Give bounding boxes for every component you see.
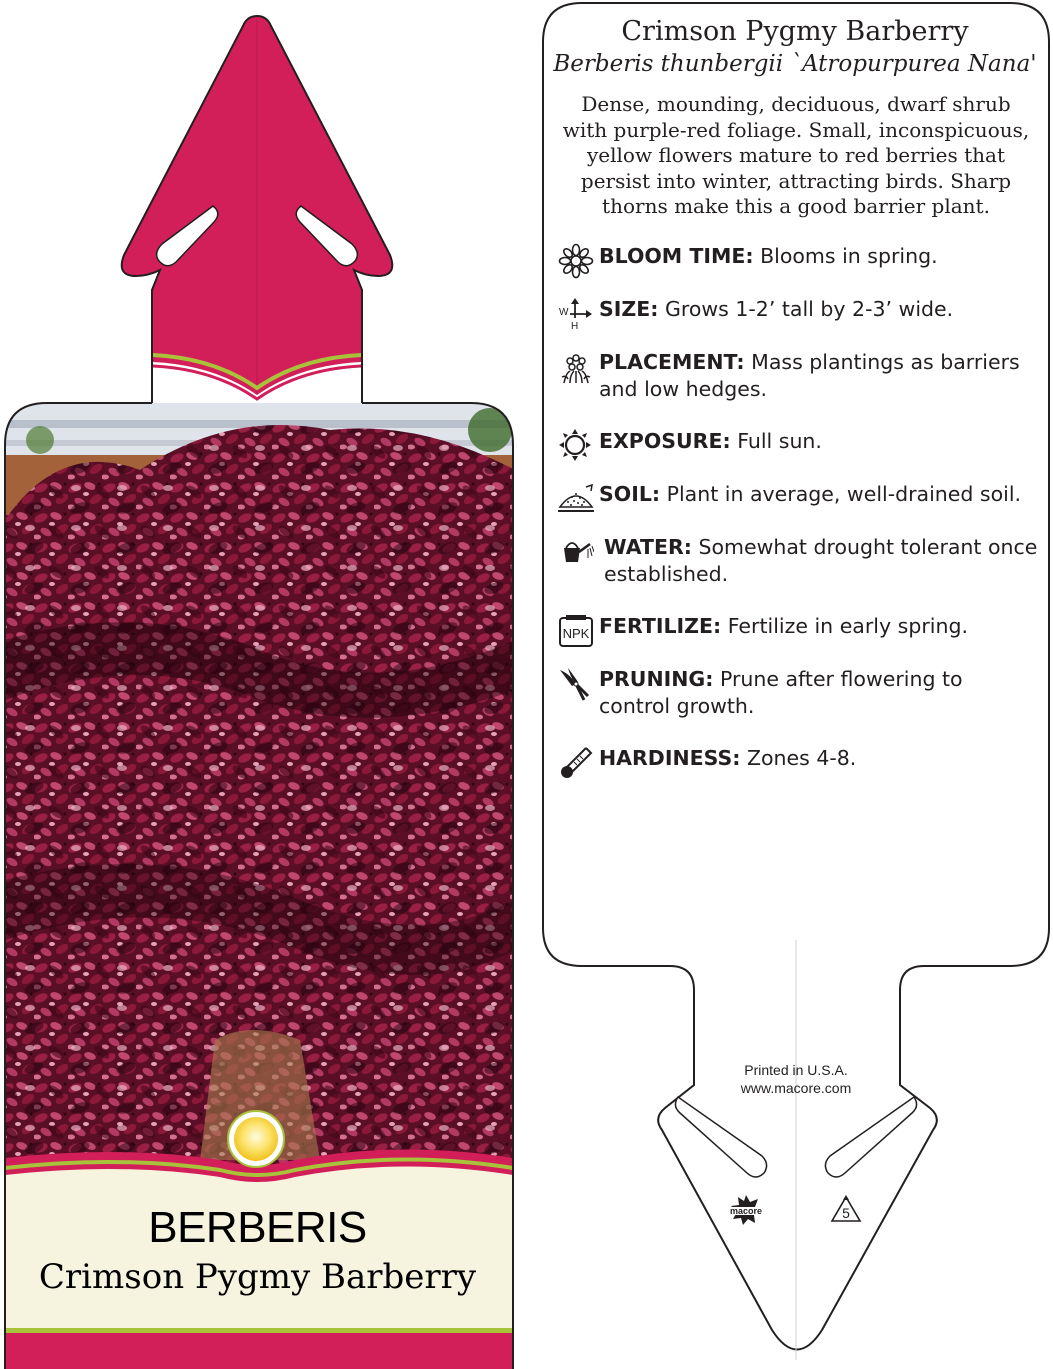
care-text: Zones 4-8. bbox=[740, 746, 857, 770]
care-label: PLACEMENT: bbox=[599, 350, 745, 374]
full-sun-icon bbox=[228, 1111, 284, 1167]
genus-name: BERBERIS bbox=[148, 1203, 367, 1252]
care-placement bbox=[558, 349, 1038, 403]
plant-description: Dense, mounding, deciduous, dwarf shrub with purple-red foliage. Small, inconspicuous, yellow flowers mature to red berries that persist into winter, attracting birds. Sharp thorns make this a good barrier plant. bbox=[562, 92, 1030, 219]
watering-can-icon bbox=[558, 534, 594, 570]
care-hardiness bbox=[558, 745, 1038, 772]
care-exposure bbox=[558, 428, 1038, 455]
thermometer-icon bbox=[558, 745, 594, 781]
care-label: SOIL: bbox=[599, 482, 661, 506]
size-w-label: W bbox=[559, 307, 569, 318]
soil-icon bbox=[558, 481, 594, 517]
printed-in-label: Printed in U.S.A. bbox=[744, 1062, 848, 1078]
fertilizer-icon bbox=[558, 613, 594, 649]
back-common-name: Crimson Pygmy Barberry bbox=[621, 16, 969, 47]
care-label: HARDINESS: bbox=[599, 746, 741, 770]
website-link[interactable]: www.macore.com bbox=[740, 1080, 852, 1096]
size-h-label: H bbox=[571, 321, 579, 332]
botanical-name: Berberis thunbergii `Atropurpurea Nana' bbox=[553, 51, 1037, 77]
care-size bbox=[558, 296, 1038, 332]
svg-text:macore: macore bbox=[729, 1206, 763, 1216]
size-arrows-icon bbox=[558, 296, 594, 332]
care-text: Prune after flowering to control growth. bbox=[599, 667, 963, 718]
care-text: Grows 1-2’ tall by 2-3’ wide. bbox=[658, 297, 954, 321]
sun-icon bbox=[558, 428, 594, 464]
placement-icon bbox=[558, 349, 594, 385]
care-label: FERTILIZE: bbox=[599, 614, 722, 638]
npk-label: NPK bbox=[562, 626, 590, 641]
care-label: EXPOSURE: bbox=[599, 429, 731, 453]
care-text: Full sun. bbox=[730, 429, 822, 453]
front-tag bbox=[5, 16, 515, 1369]
care-text: Blooms in spring. bbox=[753, 244, 938, 268]
care-fertilize bbox=[558, 613, 1038, 640]
care-label: BLOOM TIME: bbox=[599, 244, 754, 268]
care-label: PRUNING: bbox=[599, 667, 714, 691]
front-common-name: Crimson Pygmy Barberry bbox=[38, 1257, 477, 1297]
care-pruning bbox=[558, 666, 1038, 720]
care-soil bbox=[558, 481, 1038, 508]
care-label: WATER: bbox=[604, 535, 692, 559]
care-bloom-time bbox=[558, 243, 1038, 270]
flower-icon bbox=[558, 243, 594, 279]
pruners-icon bbox=[558, 666, 594, 702]
care-text: Mass plantings as barriers and low hedges. bbox=[599, 350, 1020, 401]
care-water bbox=[558, 534, 1038, 588]
care-text: Somewhat drought tolerant once established. bbox=[604, 535, 1038, 586]
care-label: SIZE: bbox=[599, 297, 659, 321]
care-text: Fertilize in early spring. bbox=[721, 614, 968, 638]
recycle-code: 5 bbox=[842, 1205, 850, 1221]
care-text: Plant in average, well-drained soil. bbox=[660, 482, 1022, 506]
